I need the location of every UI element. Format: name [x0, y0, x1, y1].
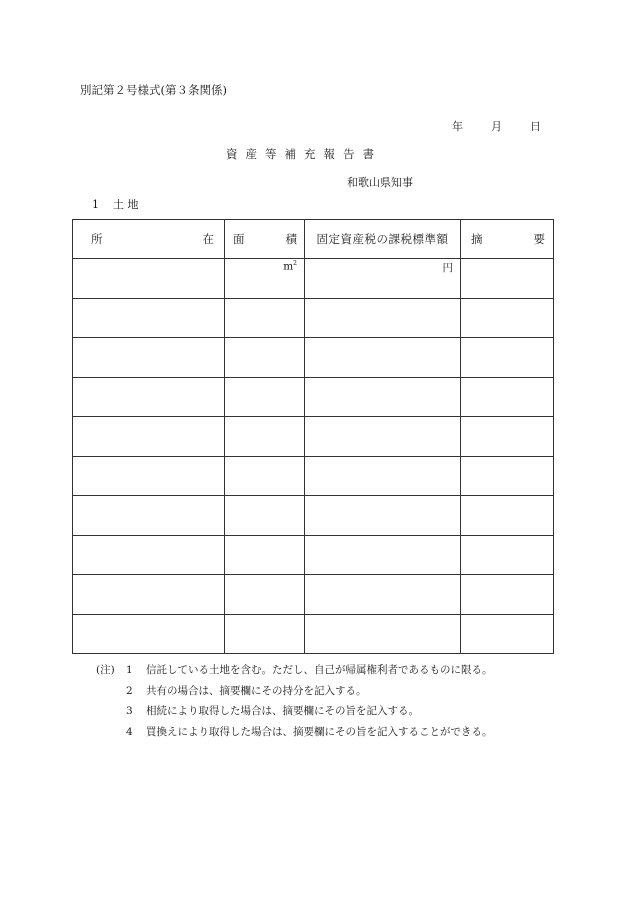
note-text: 相続により取得した場合は、摘要欄にその旨を記入する。: [146, 705, 419, 717]
table-row: [73, 614, 554, 654]
date-year-label: 年: [452, 120, 463, 133]
location-cell[interactable]: [73, 535, 225, 575]
table-row: [73, 338, 554, 378]
tax-standard-cell[interactable]: [305, 377, 461, 417]
area-cell[interactable]: [225, 496, 305, 536]
note-text: 共有の場合は、摘要欄にその持分を記入する。: [146, 684, 367, 697]
tax-standard-cell[interactable]: [305, 496, 461, 536]
note-text: 信託している土地を含む。ただし、自己が帰属権利者であるものに限る。: [146, 664, 493, 676]
note-number: 1: [126, 664, 133, 676]
table-row: [73, 575, 554, 615]
table-row: [73, 456, 554, 496]
header-notes-char-1: 摘: [471, 232, 483, 246]
note-item: [96, 662, 493, 683]
tax-standard-cell[interactable]: [305, 417, 461, 457]
land-table: [72, 219, 554, 654]
table-row: [73, 496, 554, 536]
area-cell[interactable]: [225, 338, 305, 378]
notes-cell[interactable]: [461, 298, 554, 338]
area-cell[interactable]: [225, 614, 305, 654]
section-title: 土 地: [113, 198, 139, 211]
location-cell[interactable]: [73, 575, 225, 615]
note-text: 買換えにより取得した場合は、摘要欄にその旨を記入することができる。: [146, 725, 493, 738]
notes-cell[interactable]: [461, 259, 554, 299]
header-location-char-2: 在: [202, 232, 214, 246]
location-cell[interactable]: [73, 456, 225, 496]
header-area: [225, 220, 305, 259]
area-cell[interactable]: [225, 298, 305, 338]
note-item: [96, 683, 493, 704]
section-heading: [92, 196, 139, 212]
area-unit-base: m: [283, 260, 294, 273]
note-number: 4: [126, 725, 133, 738]
note-item: [96, 724, 493, 745]
note-number: 3: [126, 705, 133, 717]
document-title: 資産等補充報告書: [226, 147, 382, 161]
area-cell[interactable]: [225, 456, 305, 496]
header-location: [73, 220, 225, 259]
tax-standard-cell[interactable]: [305, 535, 461, 575]
table-row: [73, 535, 554, 575]
notes-cell[interactable]: [461, 614, 554, 654]
location-cell[interactable]: [73, 496, 225, 536]
tax-standard-cell[interactable]: [305, 614, 461, 654]
form-label: 別記第２号様式(第３条関係): [80, 83, 227, 97]
note-number: 2: [126, 684, 133, 697]
addressee: 和歌山県知事: [347, 176, 413, 189]
table-body: [73, 259, 554, 654]
table-header-row: [73, 220, 554, 259]
location-cell[interactable]: [73, 417, 225, 457]
tax-standard-cell[interactable]: [305, 338, 461, 378]
table-row: [73, 377, 554, 417]
header-notes: [461, 220, 554, 259]
area-unit-exponent: 2: [293, 260, 297, 267]
header-location-char-1: 所: [91, 232, 103, 246]
area-cell[interactable]: [225, 535, 305, 575]
area-unit-label: [225, 259, 304, 273]
notes-cell[interactable]: [461, 417, 554, 457]
notes-cell[interactable]: [461, 535, 554, 575]
amount-unit-label: 円: [442, 262, 453, 274]
location-cell[interactable]: [73, 614, 225, 654]
notes-cell[interactable]: [461, 496, 554, 536]
date-day-label: 日: [530, 120, 541, 133]
header-tax-standard: [305, 220, 461, 259]
table-row: [73, 298, 554, 338]
area-cell[interactable]: [225, 575, 305, 615]
tax-standard-cell[interactable]: [305, 259, 461, 299]
section-number: 1: [92, 198, 99, 211]
notes-cell[interactable]: [461, 377, 554, 417]
location-cell[interactable]: [73, 338, 225, 378]
tax-standard-cell[interactable]: [305, 456, 461, 496]
note-item: [96, 703, 493, 724]
location-cell[interactable]: [73, 377, 225, 417]
notes-cell[interactable]: [461, 456, 554, 496]
header-tax-standard-label: 固定資産税の課税標準額: [316, 232, 449, 246]
table-row: [73, 417, 554, 457]
notes-prefix: (注): [96, 664, 115, 676]
area-cell[interactable]: [225, 259, 305, 299]
location-cell[interactable]: [73, 259, 225, 299]
table-row: [73, 259, 554, 299]
notes-cell[interactable]: [461, 338, 554, 378]
header-area-char-2: 積: [285, 232, 297, 246]
header-area-char-1: 面: [233, 232, 245, 246]
header-notes-char-2: 要: [533, 232, 545, 246]
area-cell[interactable]: [225, 417, 305, 457]
tax-standard-cell[interactable]: [305, 575, 461, 615]
notes-section: [96, 662, 493, 744]
area-cell[interactable]: [225, 377, 305, 417]
date-month-label: 月: [491, 120, 502, 133]
tax-standard-cell[interactable]: [305, 298, 461, 338]
location-cell[interactable]: [73, 298, 225, 338]
date-line: [452, 118, 541, 134]
notes-cell[interactable]: [461, 575, 554, 615]
